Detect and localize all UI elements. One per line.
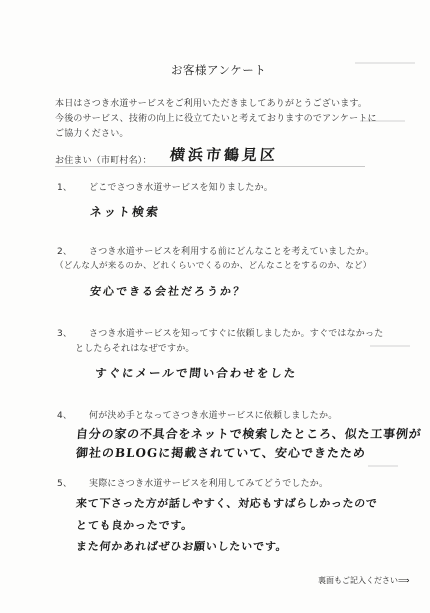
intro-line-3: ご協力ください。: [55, 129, 129, 139]
question-3-text-line-2: としたらそれはなぜですか。: [75, 344, 195, 354]
question-2-text-line-2: （どんな人が来るのか、どれくらいでくるのか、どんなことをするのか、など）: [55, 261, 372, 271]
question-5-answer-line-2: とても良かったです。: [75, 519, 194, 532]
question-4-answer-line-1: 自分の家の不具合をネットで検索したところ、似た工事例が: [75, 427, 423, 441]
question-3-answer: すぐにメールで問い合わせをした: [94, 366, 299, 380]
question-5-answer-line-1: 来て下さった方が話しやすく、対応もすばらしかったので: [75, 497, 378, 510]
question-5-text: 実際にさつき水道サービスを利用してみてどうでしたか。: [89, 479, 329, 489]
question-2-answer: 安心できる会社だろうか？: [89, 285, 247, 298]
footer-note: 裏面もご記入ください⟹: [318, 576, 410, 585]
intro-line-2: 今後のサービス、技術の向上に役立てたいと考えておりますのでアンケートに: [55, 114, 377, 124]
intro-line-1: 本日はさつき水道サービスをご利用いただきましてありがとうございます。: [55, 99, 368, 109]
question-5-answer-line-3: また何かあればぜひお願いしたいです。: [75, 540, 289, 553]
address-answer: 横浜市鶴見区: [169, 146, 279, 164]
question-3-text-line-1: さつき水道サービスを知ってすぐに依頼しましたか。すぐではなかった: [89, 329, 384, 339]
question-4-number: 4、: [57, 411, 73, 421]
question-1-text: どこでさつき水道サービスを知りましたか。: [89, 183, 274, 193]
address-label: お住まい（市町村名）：: [55, 156, 152, 166]
question-2-text-line-1: さつき水道サービスを利用する前にどんなことを考えていましたか。: [89, 247, 375, 257]
question-4-answer-line-2: 御社のBLOGに掲載されていて、安心できたため: [75, 446, 367, 460]
question-5-number: 5、: [57, 479, 73, 489]
question-2-number: 2、: [57, 247, 73, 257]
address-underline: [55, 166, 365, 167]
bleed-mark: [370, 345, 410, 347]
bleed-mark: [355, 62, 415, 64]
survey-title: お客様アンケート: [171, 63, 267, 77]
question-3-number: 3、: [57, 329, 73, 339]
question-4-text: 何が決め手となってさつき水道サービスに依頼しましたか。: [89, 411, 338, 421]
question-1-number: 1、: [57, 183, 73, 193]
question-1-answer: ネット検索: [89, 205, 161, 219]
bleed-mark: [368, 465, 398, 467]
